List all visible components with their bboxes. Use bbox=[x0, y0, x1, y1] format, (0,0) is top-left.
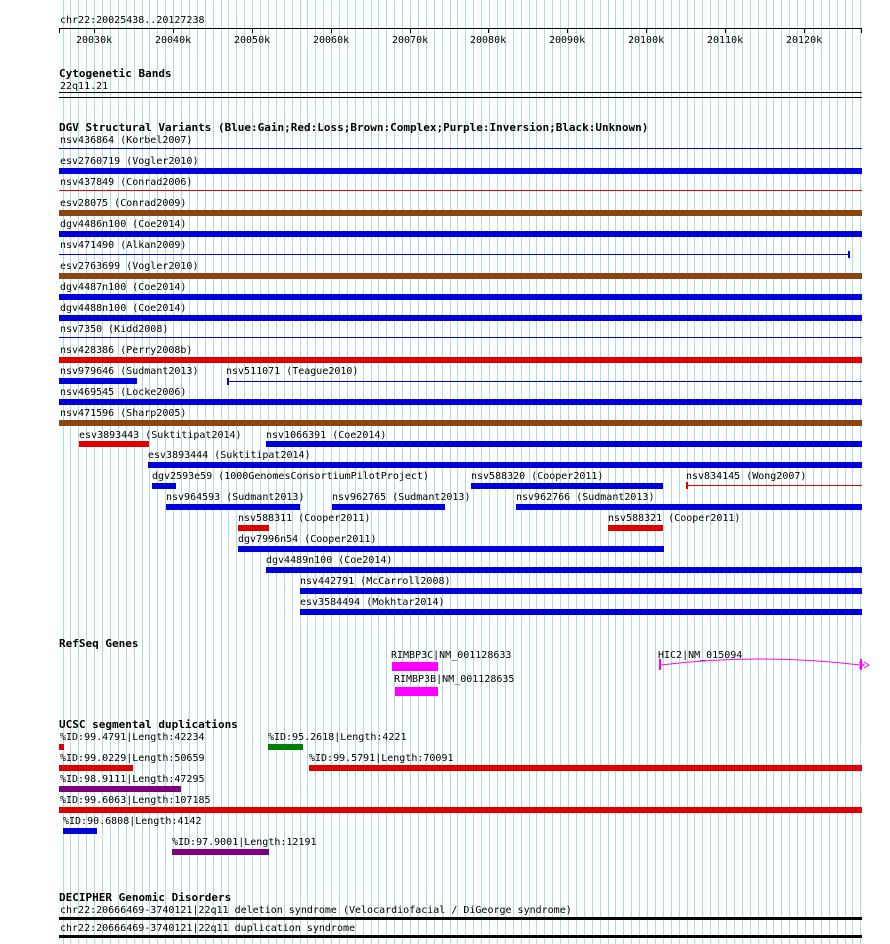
gene-model-hic2[interactable] bbox=[655, 655, 870, 673]
ruler-tick-label: 20030k bbox=[76, 35, 113, 46]
track-divider bbox=[59, 97, 862, 98]
segdup-label[interactable]: %ID:95.2618|Length:4221 bbox=[268, 732, 407, 743]
dgv-feature-label[interactable]: nsv588311 (Cooper2011) bbox=[238, 513, 371, 524]
cytoband-label[interactable]: 22q11.21 bbox=[60, 81, 109, 92]
dgv-feature-bar[interactable] bbox=[300, 588, 862, 594]
ruler-tick-label: 20060k bbox=[313, 35, 350, 46]
gene-label[interactable]: RIMBP3C|NM_001128633 bbox=[391, 650, 512, 661]
dgv-feature-label[interactable]: dgv7996n54 (Cooper2011) bbox=[238, 534, 377, 545]
dgv-feature-bar[interactable] bbox=[228, 381, 862, 382]
gene-label[interactable]: RIMBP3B|NM_001128635 bbox=[394, 674, 515, 685]
dgv-feature-label[interactable]: nsv588320 (Cooper2011) bbox=[471, 471, 604, 482]
ruler-tick bbox=[646, 28, 647, 33]
dgv-feature-bar[interactable] bbox=[59, 294, 862, 300]
dgv-feature-bar[interactable] bbox=[266, 567, 862, 573]
segdup-label[interactable]: %ID:98.9111|Length:47295 bbox=[60, 774, 205, 785]
dgv-feature-end-cap bbox=[848, 251, 850, 258]
ruler-tick bbox=[94, 28, 95, 33]
dgv-feature-label[interactable]: dgv2593e59 (1000GenomesConsortiumPilotProject) bbox=[152, 471, 429, 482]
dgv-feature-label[interactable]: nsv428386 (Perry2008b) bbox=[60, 345, 193, 356]
ruler-tick-label: 20110k bbox=[707, 35, 744, 46]
dgv-feature-label[interactable]: esv3584494 (Mokhtar2014) bbox=[300, 597, 445, 608]
dgv-feature-label[interactable]: nsv1066391 (Coe2014) bbox=[266, 430, 387, 441]
dgv-feature-bar[interactable] bbox=[59, 231, 862, 237]
dgv-feature-label[interactable]: nsv511071 (Teague2010) bbox=[226, 366, 359, 377]
dgv-feature-label[interactable]: nsv437849 (Conrad2006) bbox=[60, 177, 193, 188]
segdup-label[interactable]: %ID:99.6063|Length:107185 bbox=[60, 795, 211, 806]
dgv-feature-bar[interactable] bbox=[608, 525, 663, 531]
dgv-feature-bar[interactable] bbox=[59, 378, 137, 384]
segdup-label[interactable]: %ID:97.9001|Length:12191 bbox=[172, 837, 317, 848]
dgv-feature-label[interactable]: nsv469545 (Locke2006) bbox=[60, 387, 187, 398]
dgv-feature-label[interactable]: dgv4488n100 (Coe2014) bbox=[60, 303, 187, 314]
dgv-feature-bar[interactable] bbox=[152, 483, 176, 489]
dgv-feature-label[interactable]: nsv588321 (Cooper2011) bbox=[608, 513, 741, 524]
decipher-label[interactable]: chr22:20666469-3740121|22q11 deletion syndrome (Velocardiofacial / DiGeorge syndrome) bbox=[60, 905, 572, 916]
dgv-feature-bar[interactable] bbox=[148, 462, 862, 468]
segdup-bar[interactable] bbox=[63, 828, 97, 834]
dgv-feature-bar[interactable] bbox=[332, 504, 445, 510]
dgv-feature-label[interactable]: nsv7350 (Kidd2008) bbox=[60, 324, 169, 335]
gene-label[interactable]: HIC2|NM_015094 bbox=[658, 650, 743, 661]
dgv-feature-bar[interactable] bbox=[59, 399, 862, 405]
decipher-label[interactable]: chr22:20666469-3740121|22q11 duplication syndrome bbox=[60, 923, 356, 934]
dgv-feature-bar[interactable] bbox=[59, 168, 862, 174]
dgv-feature-label[interactable]: nsv834145 (Wong2007) bbox=[686, 471, 807, 482]
position-label: chr22:20025438..20127238 bbox=[60, 15, 205, 26]
dgv-feature-label[interactable]: nsv471596 (Sharp2005) bbox=[60, 408, 187, 419]
segdup-bar[interactable] bbox=[59, 807, 862, 813]
decipher-bar[interactable] bbox=[59, 917, 862, 920]
ruler-line bbox=[59, 28, 862, 29]
ruler-tick bbox=[567, 28, 568, 33]
dgv-feature-bar[interactable] bbox=[59, 357, 862, 363]
track-title-cytoband: Cytogenetic Bands bbox=[59, 67, 172, 80]
dgv-feature-bar[interactable] bbox=[166, 504, 300, 510]
dgv-feature-label[interactable]: nsv442791 (McCarroll2008) bbox=[300, 576, 451, 587]
dgv-feature-bar[interactable] bbox=[59, 315, 862, 321]
track-divider bbox=[59, 92, 862, 93]
dgv-feature-bar[interactable] bbox=[238, 546, 664, 552]
segdup-label[interactable]: %ID:99.5791|Length:70091 bbox=[309, 753, 454, 764]
segdup-label[interactable]: %ID:99.0229|Length:50659 bbox=[60, 753, 205, 764]
dgv-feature-label[interactable]: esv3893444 (Suktitipat2014) bbox=[148, 450, 311, 461]
dgv-feature-label[interactable]: esv3893443 (Suktitipat2014) bbox=[79, 430, 242, 441]
ruler-tick-label: 20050k bbox=[234, 35, 271, 46]
dgv-feature-label[interactable]: esv28075 (Conrad2009) bbox=[60, 198, 187, 209]
decipher-bar[interactable] bbox=[59, 935, 862, 938]
dgv-feature-bar[interactable] bbox=[59, 148, 862, 149]
dgv-feature-end-cap bbox=[227, 378, 229, 385]
track-title-decipher: DECIPHER Genomic Disorders bbox=[59, 891, 232, 904]
ruler-tick bbox=[173, 28, 174, 33]
segdup-bar[interactable] bbox=[172, 849, 269, 855]
segdup-bar[interactable] bbox=[59, 786, 181, 792]
dgv-feature-bar[interactable] bbox=[266, 441, 862, 447]
gene-exon[interactable] bbox=[395, 687, 438, 696]
ruler-tick-label: 20090k bbox=[549, 35, 586, 46]
ruler-tick-label: 20120k bbox=[786, 35, 823, 46]
ruler-tick-label: 20100k bbox=[628, 35, 665, 46]
ruler-tick bbox=[331, 28, 332, 33]
ruler-tick-label: 20070k bbox=[392, 35, 429, 46]
dgv-feature-label[interactable]: dgv4486n100 (Coe2014) bbox=[60, 219, 187, 230]
segdup-label[interactable]: %ID:99.4791|Length:42234 bbox=[60, 732, 205, 743]
dgv-feature-bar[interactable] bbox=[59, 210, 862, 216]
dgv-feature-bar[interactable] bbox=[471, 483, 663, 489]
dgv-feature-bar[interactable] bbox=[300, 609, 862, 615]
ruler-tick-label: 20080k bbox=[470, 35, 507, 46]
dgv-feature-bar[interactable] bbox=[59, 190, 862, 191]
dgv-feature-label[interactable]: nsv962765 (Sudmant2013) bbox=[332, 492, 471, 503]
segdup-bar[interactable] bbox=[309, 765, 862, 771]
dgv-feature-label[interactable]: esv2760719 (Vogler2010) bbox=[60, 156, 199, 167]
dgv-feature-bar[interactable] bbox=[687, 485, 862, 486]
ruler-tick bbox=[488, 28, 489, 33]
dgv-feature-bar[interactable] bbox=[59, 337, 862, 338]
ruler-tick-label: 20040k bbox=[155, 35, 192, 46]
track-title-dgv: DGV Structural Variants (Blue:Gain;Red:Loss;Brown:Complex;Purple:Inversion;Black:Unknown) bbox=[59, 121, 649, 134]
dgv-feature-label[interactable]: nsv964593 (Sudmant2013) bbox=[166, 492, 305, 503]
segdup-bar[interactable] bbox=[59, 744, 64, 750]
segdup-bar[interactable] bbox=[59, 765, 133, 771]
ruler-tick bbox=[804, 28, 805, 33]
dgv-feature-bar[interactable] bbox=[79, 441, 149, 447]
dgv-feature-label[interactable]: nsv471490 (Alkan2009) bbox=[60, 240, 187, 251]
ruler-tick bbox=[410, 28, 411, 33]
dgv-feature-label[interactable]: esv2763699 (Vogler2010) bbox=[60, 261, 199, 272]
dgv-feature-label[interactable]: nsv962766 (Sudmant2013) bbox=[516, 492, 655, 503]
dgv-feature-bar[interactable] bbox=[59, 273, 862, 279]
gene-exon[interactable] bbox=[392, 662, 438, 671]
dgv-feature-end-cap bbox=[686, 482, 688, 489]
ruler-end-tick bbox=[861, 28, 862, 33]
dgv-feature-label[interactable]: dgv4489n100 (Coe2014) bbox=[266, 555, 393, 566]
track-title-segdups: UCSC segmental duplications bbox=[59, 718, 238, 731]
dgv-feature-bar[interactable] bbox=[238, 525, 269, 531]
dgv-feature-label[interactable]: nsv979646 (Sudmant2013) bbox=[60, 366, 199, 377]
dgv-feature-bar[interactable] bbox=[59, 420, 862, 426]
segdup-bar[interactable] bbox=[268, 744, 303, 750]
track-title-refseq: RefSeq Genes bbox=[59, 637, 139, 650]
ruler-tick bbox=[725, 28, 726, 33]
dgv-feature-label[interactable]: nsv436864 (Korbel2007) bbox=[60, 135, 193, 146]
ruler-tick bbox=[252, 28, 253, 33]
dgv-feature-bar[interactable] bbox=[59, 254, 849, 255]
segdup-label[interactable]: %ID:90.6808|Length:4142 bbox=[63, 816, 202, 827]
dgv-feature-bar[interactable] bbox=[516, 504, 862, 510]
ruler-end-tick bbox=[59, 28, 60, 33]
dgv-feature-label[interactable]: dgv4487n100 (Coe2014) bbox=[60, 282, 187, 293]
